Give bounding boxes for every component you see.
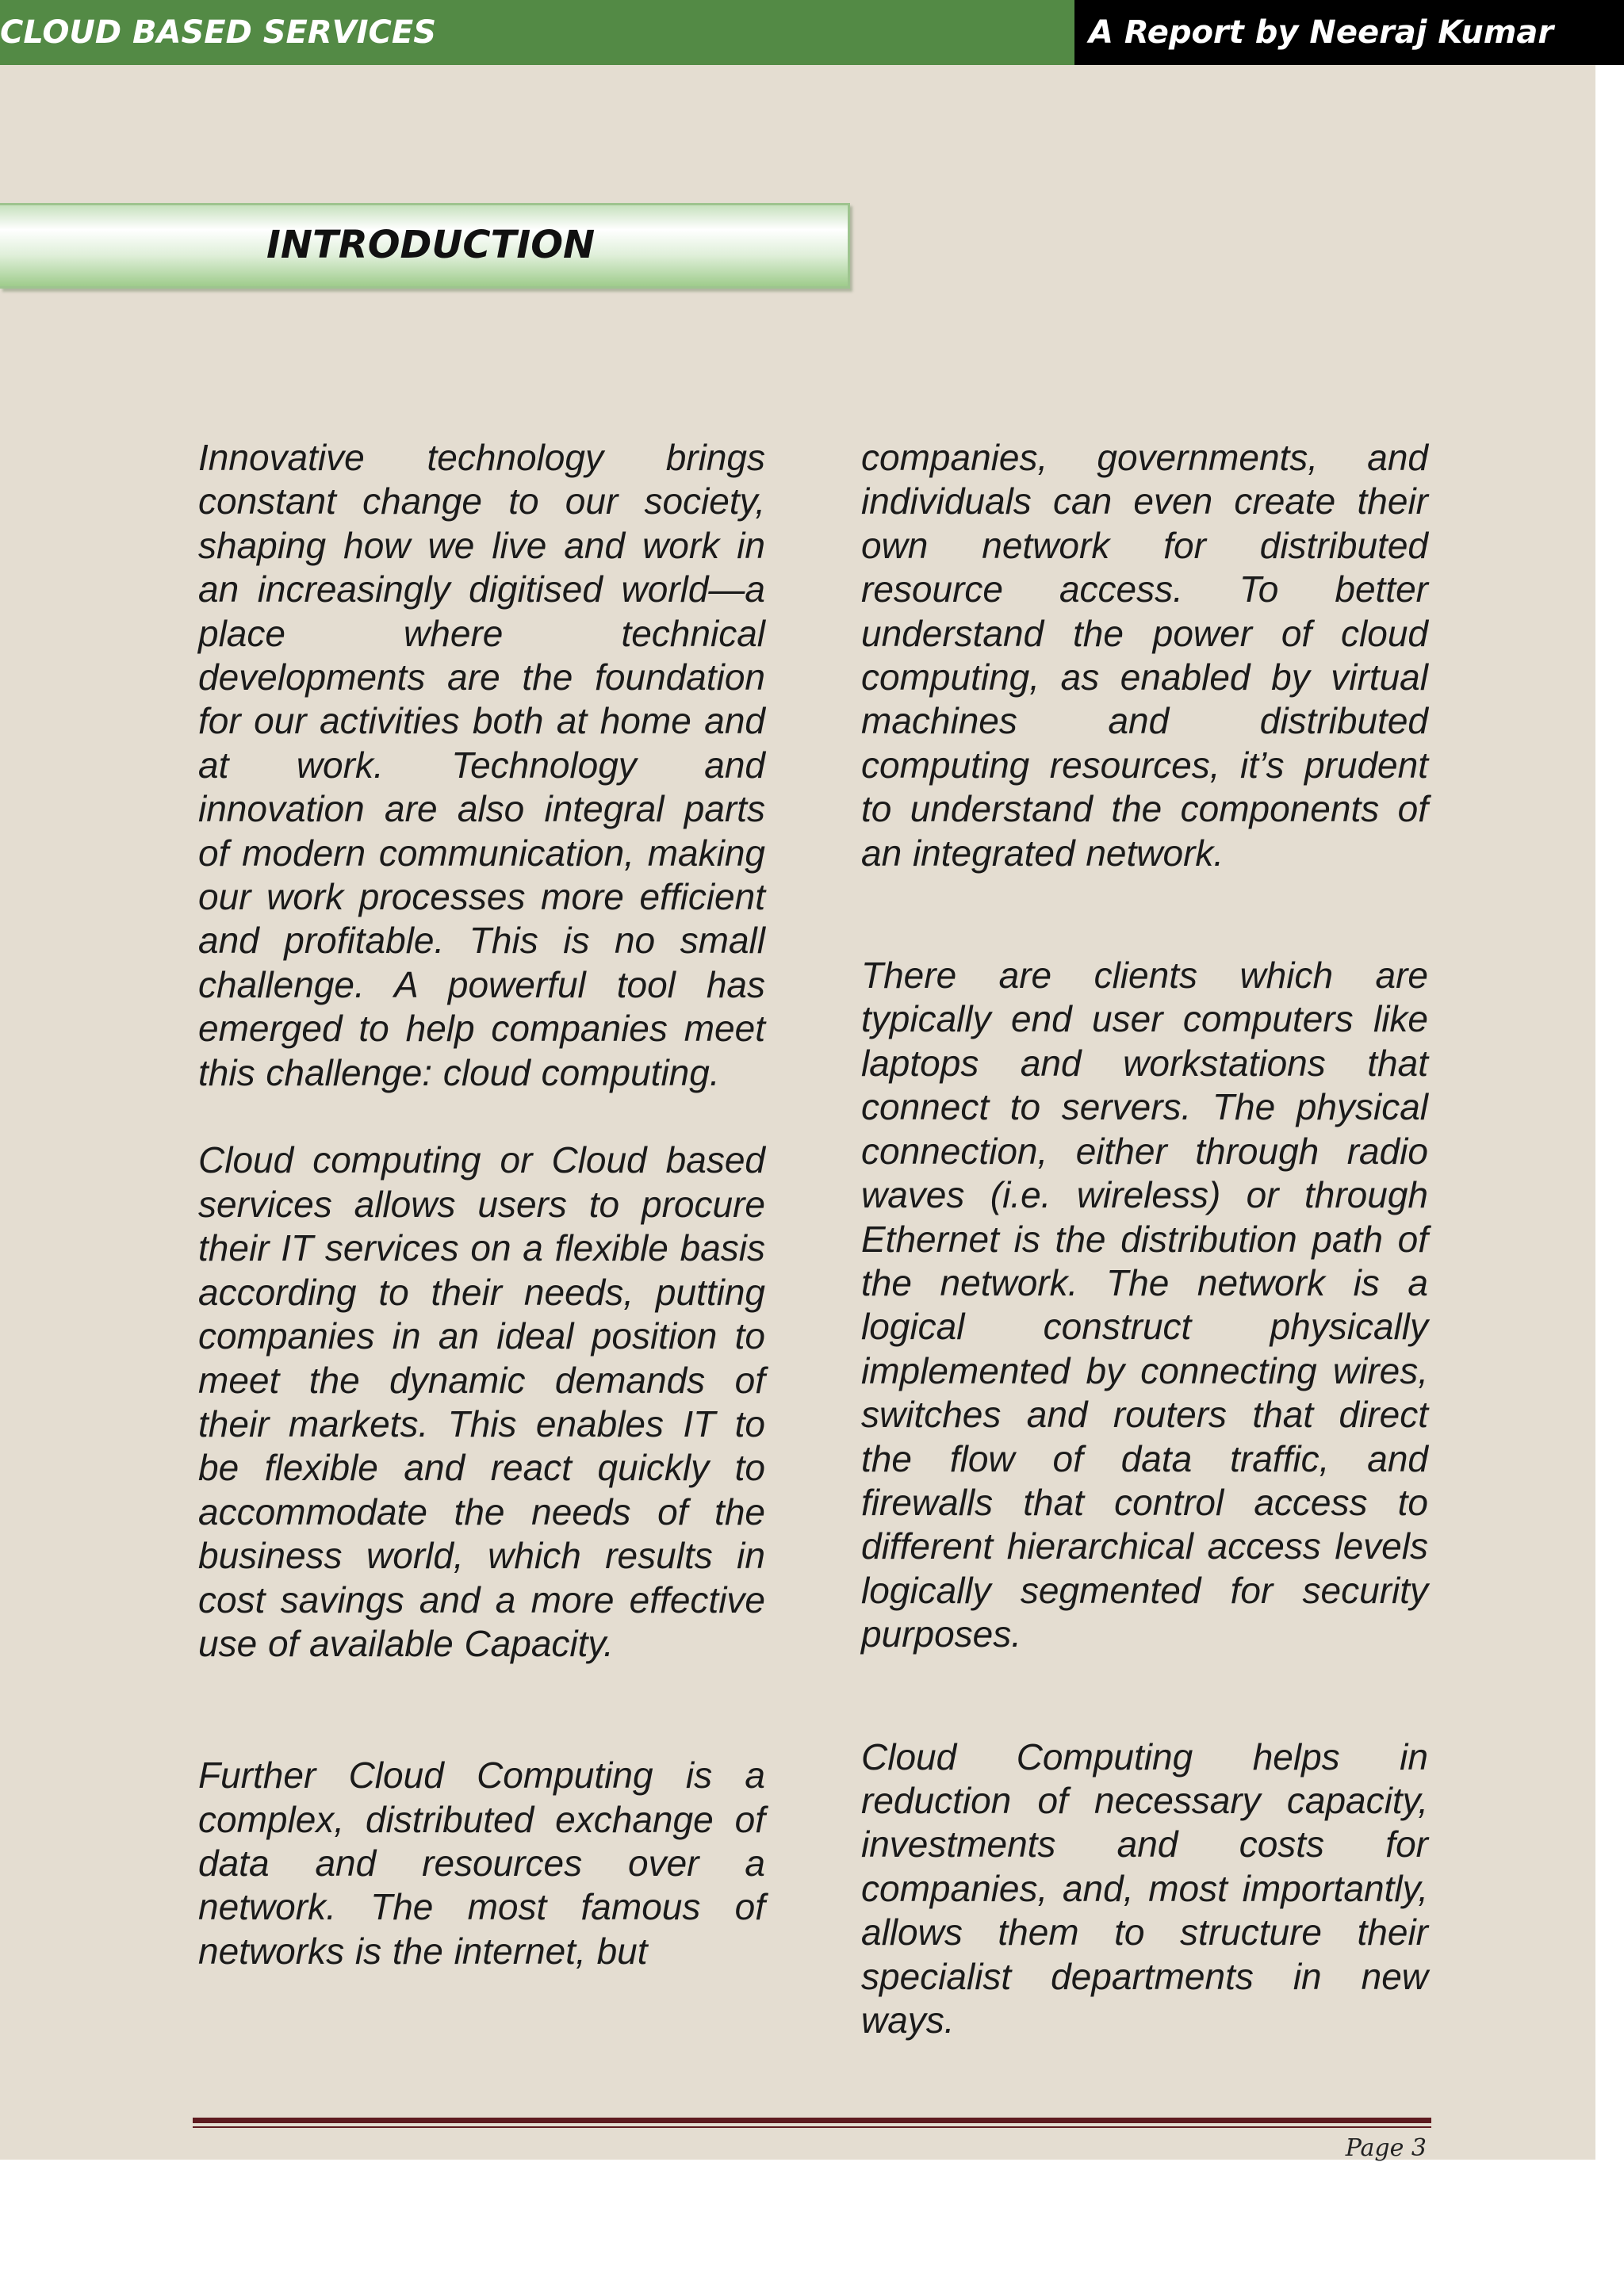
paragraph-innovation: Innovative technology brings constant change to our society, shaping how we live and work in an increasingly digitised world—a place where technical developments are the foundation for our activities both at home and at work. Technology and innovation are also integral parts of modern communication, making our work processes more efficient and profitable. This is no small challenge. A powerful tool has emerged to help companies meet this challenge: cloud computing. [198, 437, 765, 1093]
footer-divider [193, 2118, 1431, 2123]
paragraph-spacer [198, 1095, 765, 1138]
paragraph-integrated-network: companies, governments, and individuals can even create their own network for distributed resource access. To better understand the power of cloud computing, as enabled by virtual machines and distributed computing resources, it’s prudent to understand the components of an integrated network. [861, 437, 1428, 874]
paragraph-cloud-definition: Cloud computing or Cloud based services allows users to procure their IT services on a flexible basis according to their needs, putting companies in an ideal position to meet the dynamic demands of their markets. This enables IT to be flexible and react quickly to accommodate the needs of the business world, which results in cost savings and a more effective use of available Capacity. [198, 1139, 765, 1664]
section-heading-banner [0, 203, 850, 289]
left-text-column [198, 436, 765, 1973]
paragraph-spacer [861, 1657, 1428, 1735]
paragraph-distributed-exchange: Further Cloud Computing is a complex, distributed exchange of data and resources over a network. The most famous of networks is the internet, but [198, 1755, 765, 1972]
header-document-title: CLOUD BASED SERVICES [0, 0, 1074, 65]
paragraph-network-components: There are clients which are typically end user computers like laptops and workstations that connect to servers. The physical connection, either through radio waves (i.e. wireless) or through Ethernet is the distribution path of the network. The network is a logical construct physically implemented by connecting wires, switches and routers that direct the flow of data traffic, and firewalls that control access to different hierarchical access levels logically segmented for security purposes. [861, 955, 1428, 1655]
paragraph-spacer [198, 1666, 765, 1754]
paragraph-spacer [861, 875, 1428, 954]
section-heading: INTRODUCTION [266, 223, 596, 267]
footer-divider-thin [193, 2126, 1431, 2128]
page-number: Page 3 [1345, 2134, 1427, 2162]
right-text-column [861, 436, 1428, 2042]
header-author-line: A Report by Neeraj Kumar [1074, 0, 1624, 65]
paragraph-cloud-benefits: Cloud Computing helps in reduction of necessary capacity, investments and costs for companies, and, most importantly, allows them to structure their specialist departments in new ways. [861, 1735, 1428, 2041]
